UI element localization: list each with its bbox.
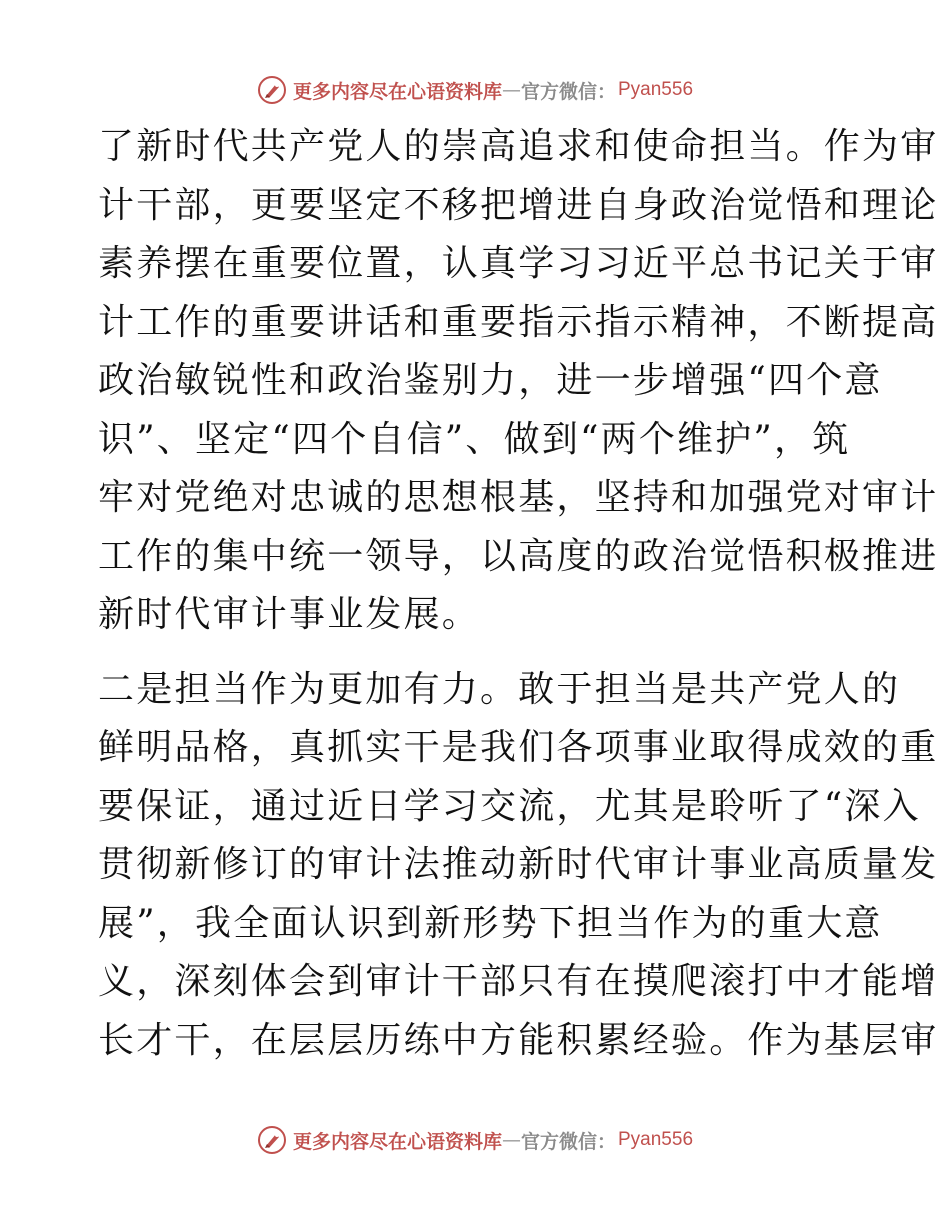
text-line: 计工作的重要讲话和重要指示指示精神，不断提高 bbox=[98, 301, 939, 343]
watermark-wechat-label: 官方微信： bbox=[520, 80, 616, 103]
watermark-account-id: Pyan556 bbox=[618, 79, 694, 100]
text-line: 工作的集中统一领导，以高度的政治觉悟积极推进 bbox=[98, 535, 939, 577]
text-line: 贯彻新修订的审计法推动新时代审计事业高质量发 bbox=[98, 844, 939, 885]
text-line: 鲜明品格，真抓实干是我们各项事业取得成效的重 bbox=[98, 727, 939, 768]
text-line: 二是担当作为更加有力。敢于担当是共产党人的 bbox=[98, 668, 901, 710]
text-line: 了新时代共产党人的崇高追求和使命担当。作为审 bbox=[98, 126, 939, 167]
watermark-promo-text: 更多内容尽在心语资料库 bbox=[292, 1130, 502, 1153]
text-line: 新时代审计事业发展。 bbox=[98, 594, 481, 635]
text-line: 计干部，更要坚定不移把增进自身政治觉悟和理论 bbox=[98, 184, 939, 226]
text-line: 识”、坚定“四个自信”、做到“两个维护”，筑 bbox=[98, 418, 851, 460]
document-body bbox=[98, 118, 939, 1070]
header-watermark bbox=[0, 70, 950, 110]
text-line: 要保证，通过近日学习交流，尤其是聆听了“深入 bbox=[98, 785, 921, 827]
watermark-account-id: Pyan556 bbox=[618, 1129, 694, 1150]
text-line: 素养摆在重要位置，认真学习习近平总书记关于审 bbox=[98, 243, 939, 284]
text-line: 展”，我全面认识到新形势下担当作为的重大意 bbox=[98, 902, 883, 944]
watermark-separator: — bbox=[501, 1129, 521, 1151]
paragraph-1 bbox=[98, 118, 939, 645]
pen-circle-logo-icon bbox=[257, 75, 287, 105]
text-line: 牢对党绝对忠诚的思想根基，坚持和加强党对审计 bbox=[98, 477, 939, 518]
watermark-separator: — bbox=[501, 79, 521, 101]
watermark-promo-text: 更多内容尽在心语资料库 bbox=[292, 80, 502, 103]
paragraph-2 bbox=[98, 661, 939, 1071]
text-line: 义，深刻体会到审计干部只有在摸爬滚打中才能增 bbox=[98, 961, 939, 1002]
watermark-wechat-label: 官方微信： bbox=[520, 1130, 616, 1153]
footer-watermark bbox=[0, 1120, 950, 1160]
text-line: 长才干，在层层历练中方能积累经验。作为基层审 bbox=[98, 1019, 939, 1061]
pen-circle-logo-icon bbox=[257, 1125, 287, 1155]
text-line: 政治敏锐性和政治鉴别力，进一步增强“四个意 bbox=[98, 360, 883, 401]
